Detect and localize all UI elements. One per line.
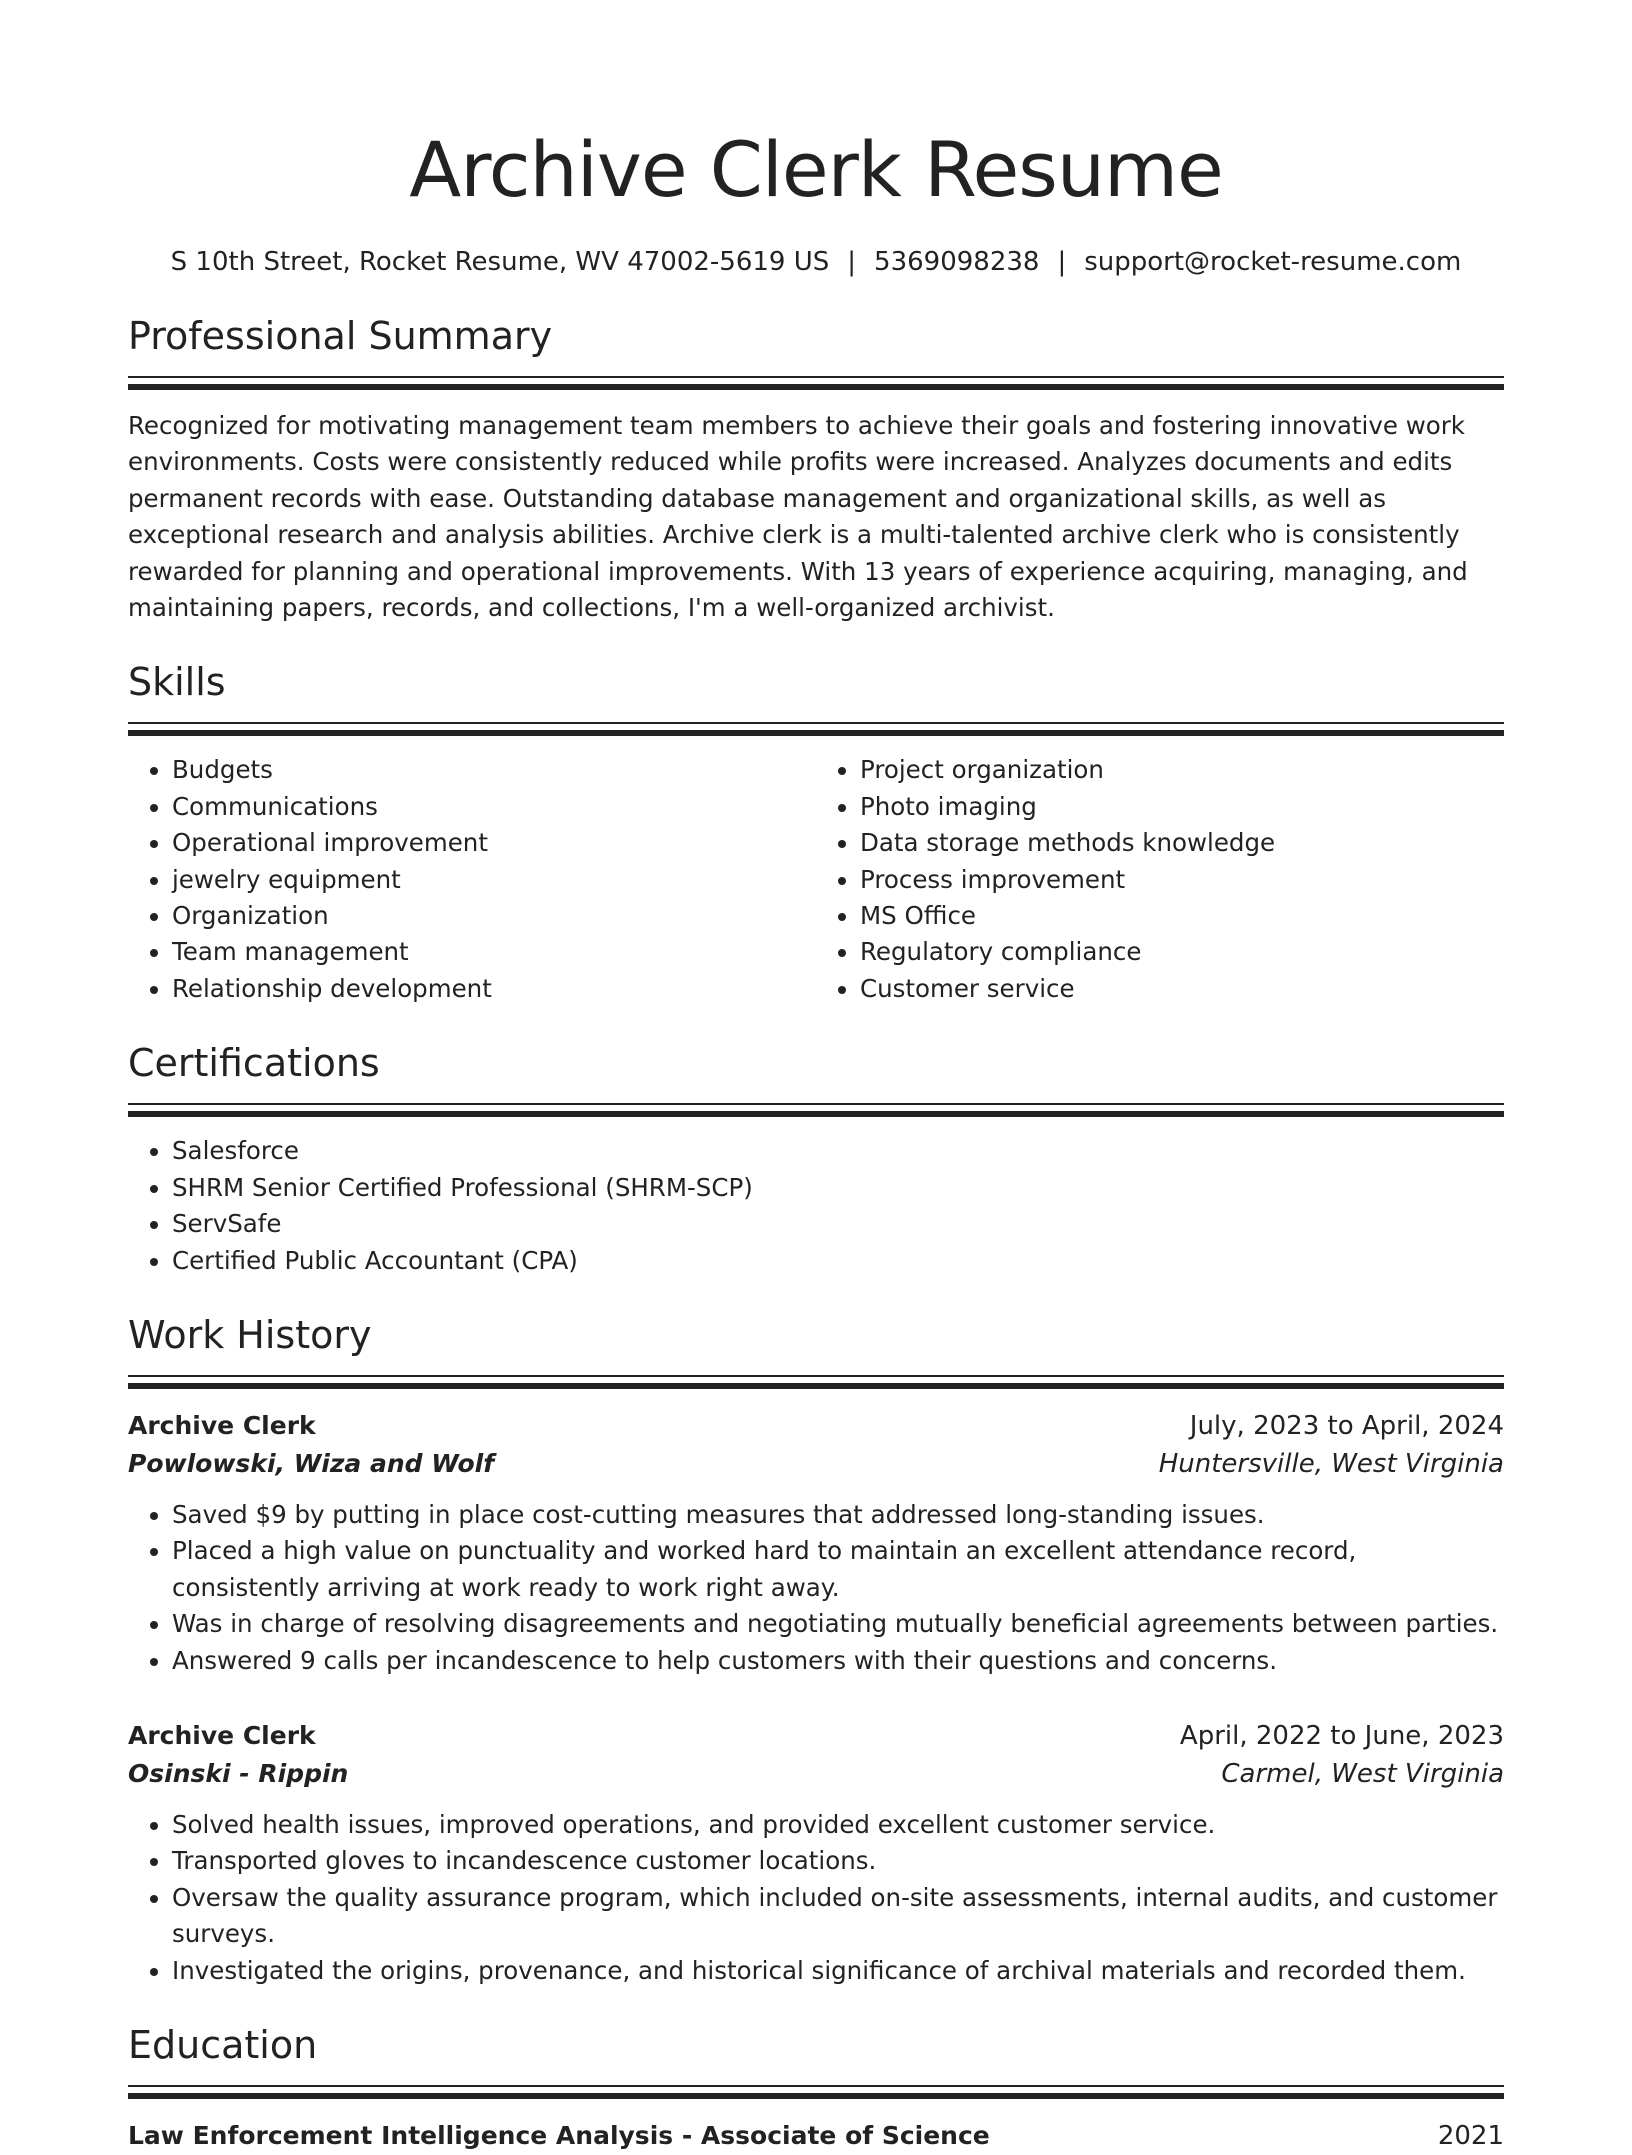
- skill-item: • Relationship development: [172, 971, 816, 1007]
- job-company-row: [128, 1755, 1504, 1793]
- section-divider: [128, 722, 1504, 736]
- skills-columns: [128, 752, 1504, 1007]
- job-bullets: [128, 1497, 1504, 1679]
- job-bullet: • Placed a high value on punctuality and worked hard to maintain an excellent attendance record, consistently arriving at work ready to work right away.: [172, 1533, 1504, 1606]
- job-entry: [128, 1717, 1504, 1989]
- job-bullet: • Was in charge of resolving disagreements and negotiating mutually beneficial agreements between parties.: [172, 1606, 1504, 1642]
- certifications-section: [128, 1039, 1504, 1279]
- job-location: Carmel, West Virginia: [1221, 1758, 1504, 1789]
- job-bullet: • Oversaw the quality assurance program, which included on-site assessments, internal audits, and customer surveys.: [172, 1880, 1504, 1953]
- contact-separator: |: [847, 247, 857, 277]
- job-title: Archive Clerk: [128, 1720, 316, 1750]
- education-degree: Law Enforcement Intelligence Analysis - Associate of Science: [128, 2120, 990, 2150]
- skill-item: • Regulatory compliance: [860, 934, 1504, 970]
- skill-item: • Customer service: [860, 971, 1504, 1007]
- certification-item: • ServSafe: [172, 1206, 1504, 1242]
- certification-item: • Certified Public Accountant (CPA): [172, 1243, 1504, 1279]
- section-title-summary: Professional Summary: [128, 314, 553, 358]
- summary-section: [128, 312, 1504, 626]
- education-year: 2021: [1437, 2120, 1504, 2151]
- education-row: [128, 2117, 1504, 2155]
- skill-item: • Operational improvement: [172, 825, 816, 861]
- skills-column-right: [816, 752, 1504, 1007]
- skill-item: • Process improvement: [860, 862, 1504, 898]
- job-bullets: [128, 1807, 1504, 1989]
- job-company: Osinski - Rippin: [128, 1758, 349, 1788]
- skill-item: • jewelry equipment: [172, 862, 816, 898]
- job-location: Huntersville, West Virginia: [1158, 1448, 1504, 1479]
- job-bullet: • Investigated the origins, provenance, and historical significance of archival materials and recorded them.: [172, 1953, 1504, 1989]
- job-dates: July, 2023 to April, 2024: [1189, 1410, 1504, 1441]
- job-company: Powlowski, Wiza and Wolf: [128, 1448, 495, 1478]
- job-header-row: [128, 1407, 1504, 1445]
- job-bullet: • Answered 9 calls per incandescence to help customers with their questions and concerns.: [172, 1643, 1504, 1679]
- job-dates: April, 2022 to June, 2023: [1179, 1720, 1504, 1751]
- skill-item: • MS Office: [860, 898, 1504, 934]
- certifications-list: [128, 1133, 1504, 1279]
- contact-line: [128, 244, 1504, 280]
- skill-item: • Project organization: [860, 752, 1504, 788]
- certification-item: • Salesforce: [172, 1133, 1504, 1169]
- section-divider: [128, 2085, 1504, 2099]
- skill-item: • Data storage methods knowledge: [860, 825, 1504, 861]
- section-title-work-history: Work History: [128, 1312, 372, 1357]
- section-divider: [128, 1103, 1504, 1117]
- section-title-skills: Skills: [128, 660, 226, 705]
- job-company-row: [128, 1445, 1504, 1483]
- skill-item: • Budgets: [172, 752, 816, 788]
- work-history-section: [128, 1311, 1504, 1989]
- job-header-row: [128, 1717, 1504, 1755]
- section-divider: [128, 1375, 1504, 1389]
- certification-item: • SHRM Senior Certified Professional (SHRM-SCP): [172, 1170, 1504, 1206]
- job-entry: [128, 1407, 1504, 1679]
- skill-item: • Team management: [172, 934, 816, 970]
- section-title-education: Education: [128, 2022, 318, 2067]
- skill-item: • Communications: [172, 789, 816, 825]
- contact-email: support@rocket-resume.com: [1084, 247, 1462, 277]
- contact-address: S 10th Street, Rocket Resume, WV 47002-5619 US: [170, 247, 830, 277]
- job-bullet: • Transported gloves to incandescence customer locations.: [172, 1843, 1504, 1879]
- resume-title: Archive Clerk Resume: [409, 125, 1223, 214]
- section-title-certifications: Certifications: [128, 1041, 380, 1086]
- skills-section: [128, 658, 1504, 1007]
- contact-phone: 5369098238: [874, 247, 1040, 277]
- skill-item: • Photo imaging: [860, 789, 1504, 825]
- education-section: [128, 2021, 1504, 2155]
- skills-column-left: [128, 752, 816, 1007]
- section-divider: [128, 376, 1504, 390]
- skill-item: • Organization: [172, 898, 816, 934]
- contact-separator: |: [1057, 247, 1067, 277]
- job-bullet: • Solved health issues, improved operations, and provided excellent customer service.: [172, 1807, 1504, 1843]
- summary-text: Recognized for motivating management team members to achieve their goals and fostering innovative work environments. Costs were consistently reduced while profits were increased. Analyzes documents and edits permanent records with ease. Outstanding database management and organizational skills, as well as exceptional research and analysis abilities. Archive clerk is a multi-talented archive clerk who is consistently rewarded for planning and operational improvements. With 13 years of experience acquiring, managing, and maintaining papers, records, and collections, I'm a well-organized archivist.: [128, 411, 1468, 623]
- job-title: Archive Clerk: [128, 1410, 316, 1440]
- job-bullet: • Saved $9 by putting in place cost-cutting measures that addressed long-standing issues.: [172, 1497, 1504, 1533]
